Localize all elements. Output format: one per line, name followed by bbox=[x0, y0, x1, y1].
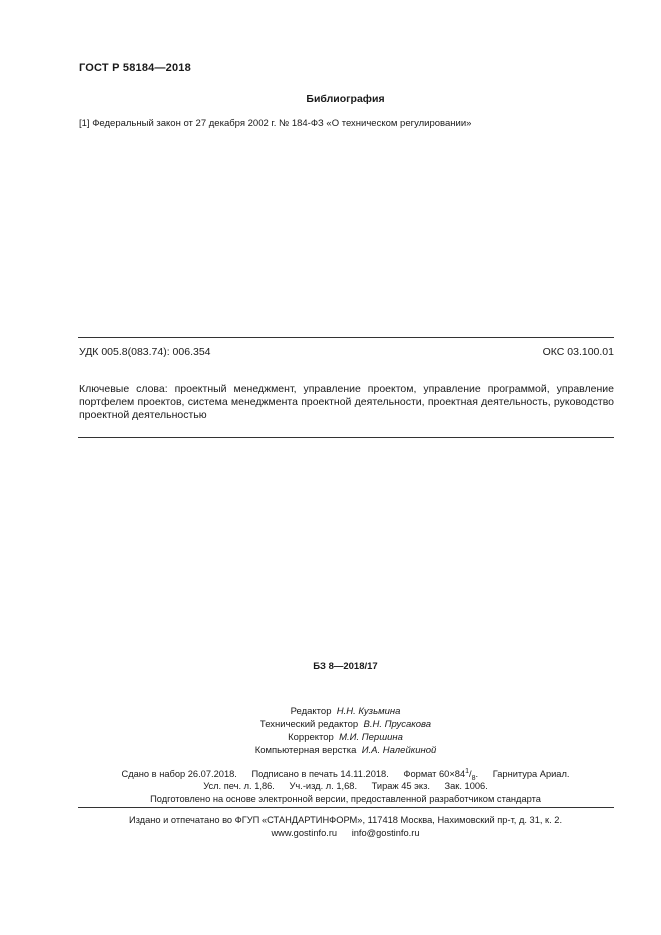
contact-line bbox=[0, 828, 661, 838]
print-sheets: Усл. печ. л. 1,86. bbox=[203, 781, 275, 791]
credit-editor: Редактор Н.Н. Кузьмина bbox=[290, 706, 401, 717]
publisher-info: Издано и отпечатано во ФГУП «СТАНДАРТИНФОРМ», 117418 Москва, Нахимовский пр-т, д. 31, к. 2. bbox=[128, 815, 563, 825]
website-link[interactable]: www.gostinfo.ru bbox=[271, 828, 338, 838]
bz-number: БЗ 8—2018/17 bbox=[313, 661, 378, 672]
standard-header: ГОСТ Р 58184—2018 bbox=[79, 62, 191, 74]
pub-sheets: Уч.-изд. л. 1,68. bbox=[289, 781, 358, 791]
bibliography-title: Библиография bbox=[306, 93, 385, 105]
credits-block bbox=[0, 705, 661, 757]
submitted-date: Сдано в набор 26.07.2018. bbox=[121, 769, 237, 780]
imprint-line-2 bbox=[0, 781, 661, 791]
imprint-line-1 bbox=[0, 768, 661, 782]
credit-corrector: Корректор М.И. Першина bbox=[288, 732, 403, 743]
oks-code: ОКС 03.100.01 bbox=[542, 346, 614, 358]
signed-date: Подписано в печать 14.11.2018. bbox=[251, 769, 389, 780]
keywords: Ключевые слова: проектный менеджмент, управление проектом, управление программой, управление портфелем проектов, система менеджмента проектной деятельности, проектная деятельность, руководство проектной деятельностью bbox=[79, 383, 614, 421]
paper-format: Формат $60\times 84^1/_8$. bbox=[403, 768, 479, 782]
divider-bottom bbox=[78, 437, 614, 438]
email-link[interactable]: info@gostinfo.ru bbox=[351, 828, 420, 838]
credit-tech-editor: Технический редактор В.Н. Прусакова bbox=[259, 719, 432, 730]
credit-layout: Компьютерная верстка И.А. Налейкиной bbox=[254, 745, 437, 756]
udk-code: УДК 005.8(083.74): 006.354 bbox=[79, 346, 211, 358]
print-run: Тираж 45 экз. bbox=[371, 781, 430, 791]
typeface: Гарнитура Ариал. bbox=[492, 769, 570, 780]
divider-imprint bbox=[78, 807, 614, 808]
order-number: Зак. 1006. bbox=[444, 781, 488, 791]
prepared-note: Подготовлено на основе электронной версии, предоставленной разработчиком стандарта bbox=[150, 794, 541, 804]
bibliography-item: [1] Федеральный закон от 27 декабря 2002 г. № 184-ФЗ «О техническом регулировании» bbox=[79, 118, 472, 129]
divider-top bbox=[78, 337, 614, 338]
